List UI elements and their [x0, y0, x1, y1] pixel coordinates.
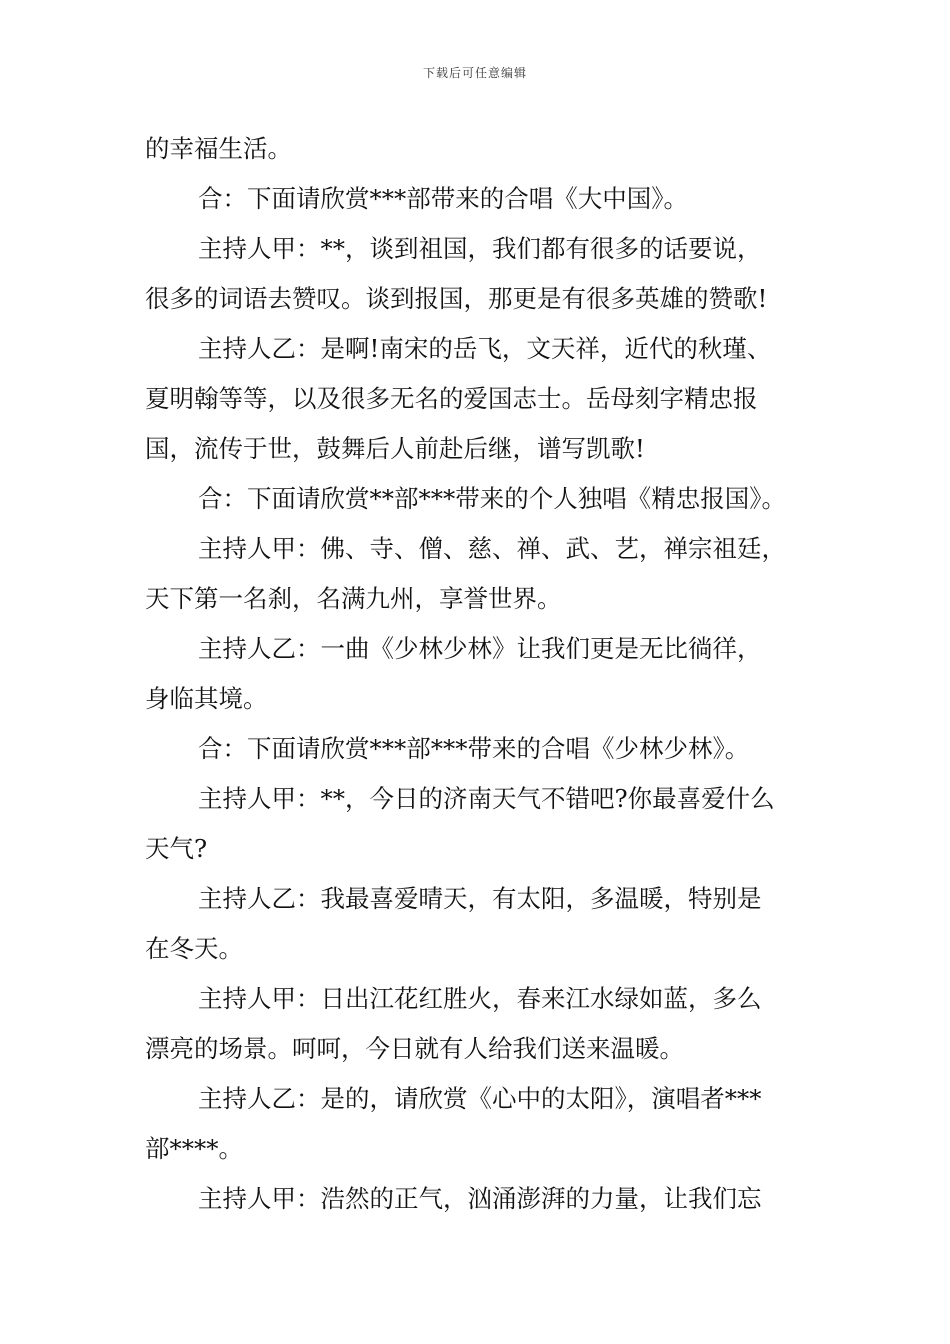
text-line: 主持人甲：**，今日的济南天气不错吧?你最喜爱什么	[198, 784, 775, 813]
document-body	[145, 124, 815, 1224]
text-line: 合：下面请欣赏***部带来的合唱《大中国》。	[198, 184, 688, 213]
text-line: 天气?	[145, 834, 208, 863]
text-line: 主持人乙：是的，请欣赏《心中的太阳》，演唱者***	[198, 1084, 762, 1113]
text-line: 主持人甲：日出江花红胜火，春来江水绿如蓝，多么	[198, 984, 762, 1013]
text-line: 部****。	[145, 1134, 243, 1163]
text-line: 合：下面请欣赏***部***带来的合唱《少林少林》。	[198, 734, 750, 763]
text-line: 夏明翰等等，以及很多无名的爱国志士。岳母刻字精忠报	[145, 384, 758, 413]
page-header: 下载后可任意编辑	[422, 66, 527, 80]
text-line: 国，流传于世，鼓舞后人前赴后继，谱写凯歌!	[145, 434, 645, 463]
text-line: 主持人甲：**，谈到祖国，我们都有很多的话要说，	[198, 234, 762, 263]
text-line: 合：下面请欣赏**部***带来的个人独唱《精忠报国》。	[198, 484, 786, 513]
text-line: 主持人甲：佛、寺、僧、慈、禅、武、艺，禅宗祖廷，	[198, 534, 786, 563]
text-line: 漂亮的场景。呵呵，今日就有人给我们送来温暖。	[145, 1034, 684, 1063]
text-line: 主持人甲：浩然的正气，汹涌澎湃的力量，让我们忘	[198, 1184, 762, 1213]
text-line: 在冬天。	[145, 934, 243, 963]
text-line: 主持人乙：是啊!南宋的岳飞，文天祥，近代的秋瑾、	[198, 334, 772, 363]
text-line: 主持人乙：一曲《少林少林》让我们更是无比徜徉，	[198, 634, 762, 663]
text-line: 身临其境。	[145, 684, 268, 713]
text-line: 天下第一名刹，名满九州，享誉世界。	[145, 584, 562, 613]
text-line: 的幸福生活。	[145, 134, 292, 163]
text-line: 很多的词语去赞叹。谈到报国，那更是有很多英雄的赞歌!	[145, 284, 768, 313]
text-line: 主持人乙：我最喜爱晴天，有太阳，多温暖，特别是	[198, 884, 762, 913]
